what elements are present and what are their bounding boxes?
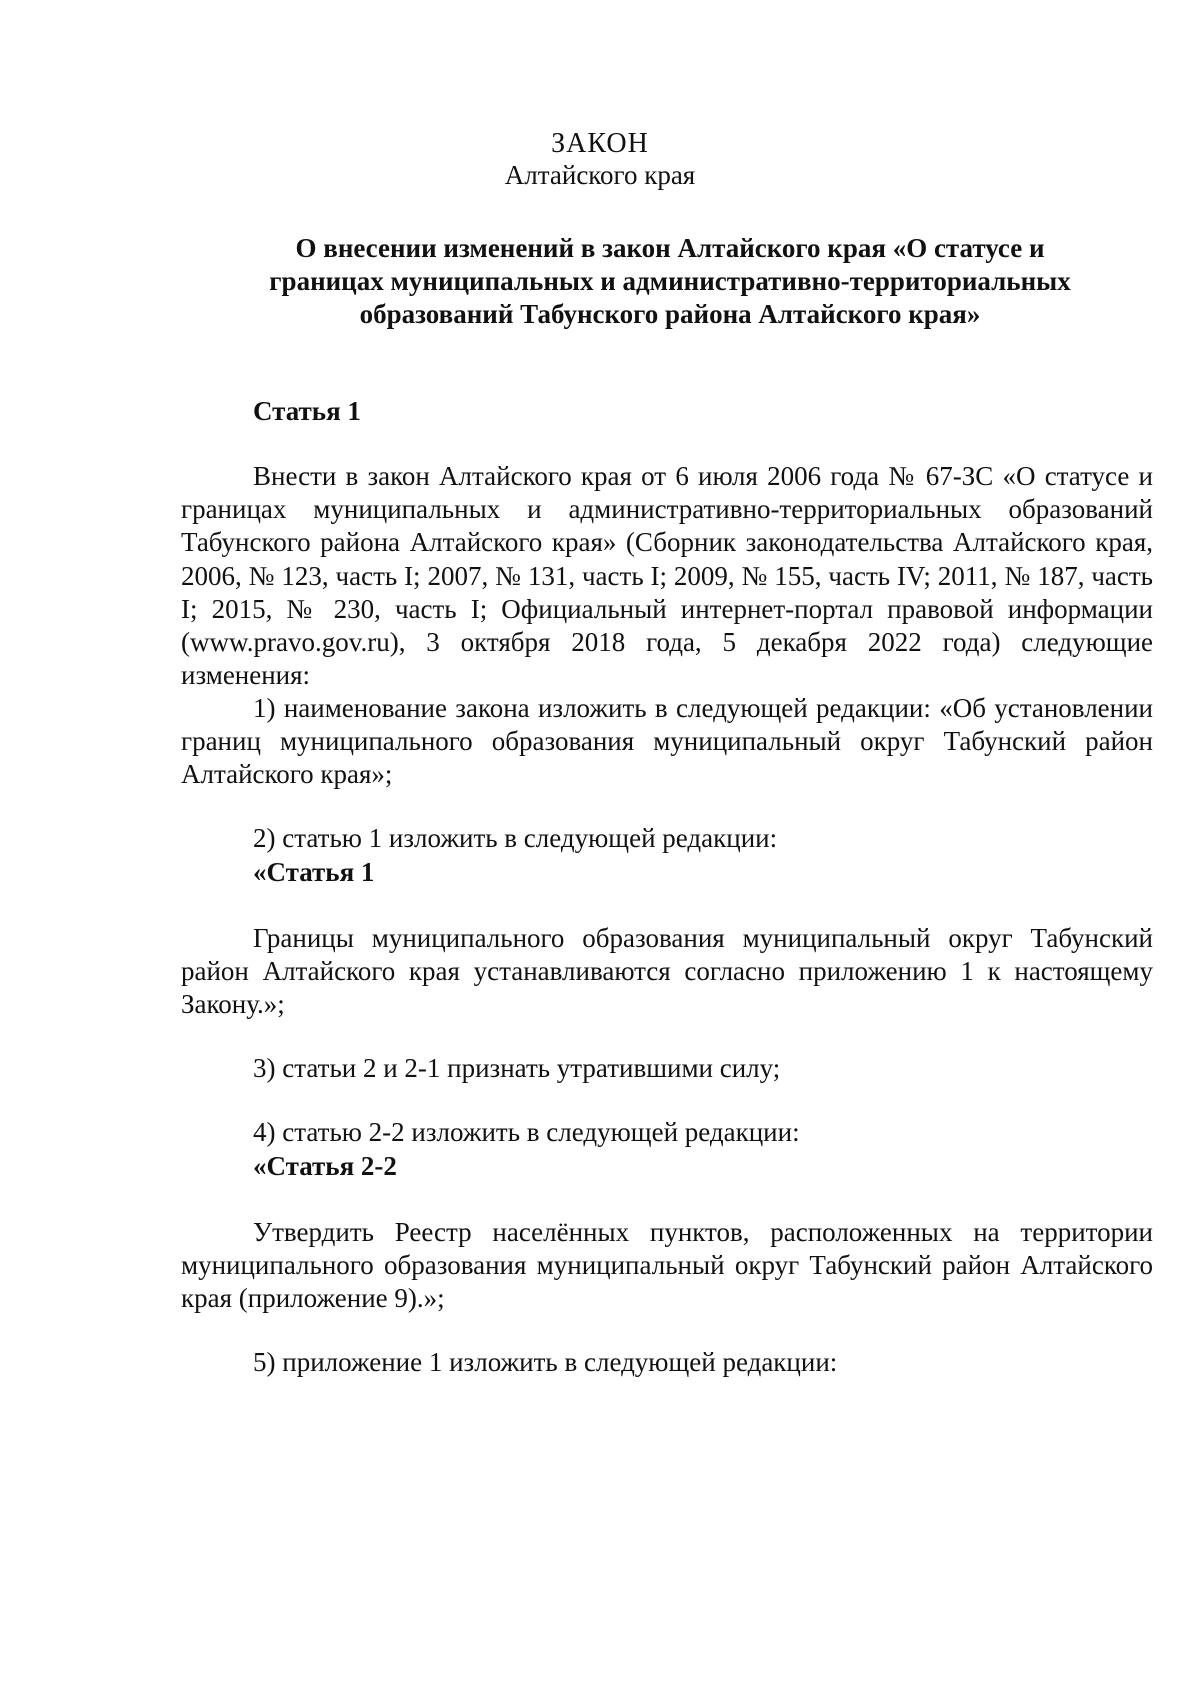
amendment-item-3: 3) статьи 2 и 2-1 признать утратившими силу; — [253, 1053, 781, 1083]
amendment-item-2-text: Границы муниципального образования муниципальный округ Табунский район Алтайского края устанавливаются согласно приложению 1 к настоящему Закону.»; — [181, 923, 1153, 1020]
amendment-item-2: 2) статью 1 изложить в следующей редакции: — [253, 823, 778, 853]
law-heading: ЗАКОН — [551, 128, 649, 159]
region-heading: Алтайского края — [504, 160, 696, 190]
article-intro-paragraph: Внести в закон Алтайского края от 6 июля 2006 года № 67-ЗС «О статусе и границах муниципальных и административно-территориальных образований Табунского района Алтайского края» (Сборник законодательства Алтайского края, 2006, № 123, часть I; 2007, № 131, часть I; 2009, № 155, часть IV; 2011, № 187, часть I; 2015, № 230, часть I; Официальный интернет-портал правовой информации (www.pravo.gov.ru), 3 октября 2018 года, 5 декабря 2022 года) следующие изменения: — [181, 461, 1153, 691]
article-heading: Статья 1 — [253, 396, 361, 426]
amendment-item-4-heading: «Статья 2-2 — [253, 1151, 397, 1181]
amendment-item-4: 4) статью 2-2 изложить в следующей редакции: — [253, 1117, 800, 1147]
amendment-item-2-heading: «Статья 1 — [253, 857, 375, 887]
amendment-item-5: 5) приложение 1 изложить в следующей редакции: — [253, 1347, 838, 1377]
document-title: О внесении изменений в закон Алтайского края «О статусе и границах муниципальных и административно-территориальных образований Табунского района Алтайского края» — [269, 233, 1071, 329]
amendment-item-4-text: Утвердить Реестр населённых пунктов, расположенных на территории муниципального образования муниципальный округ Табунский район Алтайского края (приложение 9).»; — [181, 1217, 1153, 1314]
amendment-item-1: 1) наименование закона изложить в следующей редакции: «Об установлении границ муниципального образования муниципальный округ Табунский район Алтайского края»; — [181, 693, 1153, 790]
